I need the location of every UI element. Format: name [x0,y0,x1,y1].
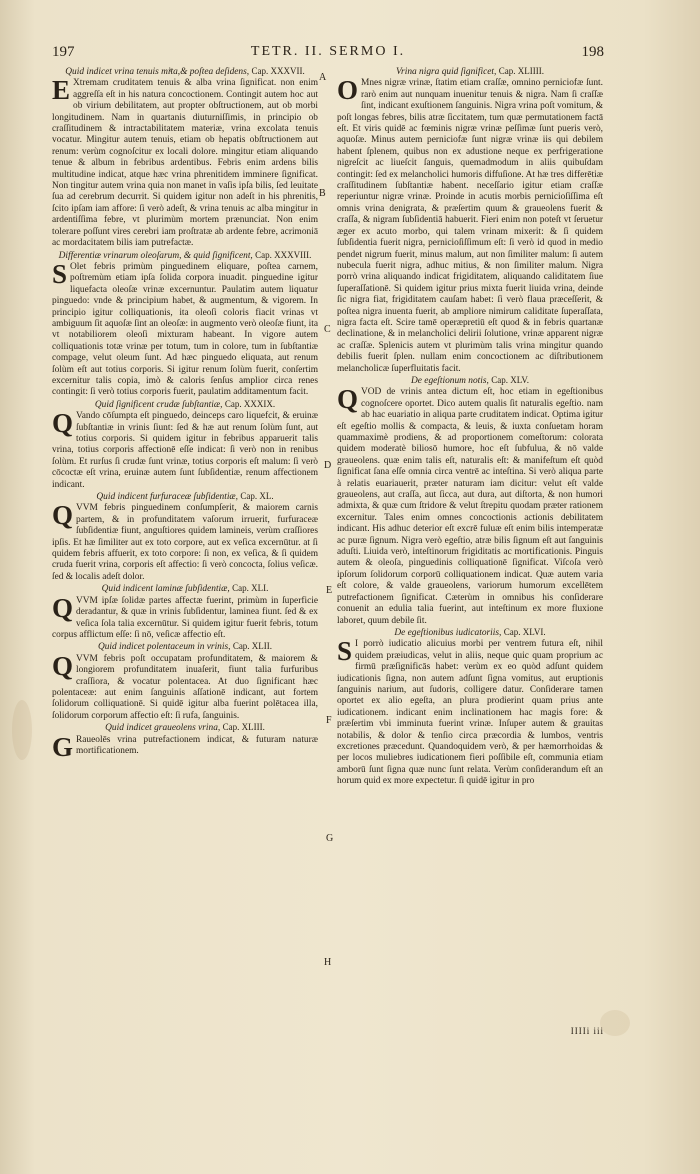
drop-cap: Q [52,592,74,623]
margin-letter: H [324,957,332,968]
page-number-right: 198 [581,44,604,60]
running-header [52,44,604,66]
section-title: Quid indicent laminæ ſubſidentiæ, [101,584,230,595]
section-title: Quid indicet polentaceum in vrinis, [97,642,231,653]
section-heading [337,627,603,639]
paragraph-text: VVM ipſæ ſolidæ partes affectæ fuerint, primùm in ſuperficie deradantur, & quæ in vrinis ſubſidentur, laminea fiunt. ſed & ex veſica ſola talia excernūtur. Si quidem igitur fuerit febris, totum corpus afflictum eſſe: ſi nō, veſicæ affectio eſt. [52,595,318,640]
paragraph [52,75,318,249]
paragraph [337,636,603,787]
paragraph-text: VVM febris pinguedinem conſumpſerit, & maiorem carnis partem, & in profunditatem vaſorum irruerit, furfuraceæ ſubſidentiæ fiunt, anguſtiores quidem lamineis, verùm craſſiores ipſis. Et hæ ſimiliter aut ex toto corpore, aut ex veſica excernūtur. at ſi quidem febris affuerit, ex toto corpore: ſi non, ex veſica, & ſi quidem cruda fuerit vrina, corporis eſt affectio: ſi verò concocta, ſolius veſicæ. ſed & localis adeſt dolor. [52,503,318,582]
paragraph [52,650,318,722]
drop-cap: O [337,75,359,106]
section-heading [52,250,318,262]
section-title: Quid indicet graueolens vrina, [105,723,221,734]
drop-cap: E [52,75,71,106]
paragraph [52,592,318,642]
section-heading [52,583,318,595]
margin-letter: A [319,72,327,83]
page-number-left: 197 [52,44,75,60]
paragraph-text: VVM febris poſt occupatam profunditatem, & maiorem & longiorem profunditatem inuaſerit, fiunt talia furfuribus craſſiora, & vocatur polentacea. At duo ſignificant hæc polentaceæ: aut enim ſanguinis aſſationē indicant, aut fortem ſolidorum colliquationē. Si quidē igitur alba fuerint polētacea illa, ſolidorum corporum affectio eſt: ſi rufa, ſanguinis. [52,653,318,721]
paragraph [52,500,318,583]
section-heading [52,641,318,653]
drop-cap: Q [337,384,359,415]
section-title: Quid indicent furfuraceæ ſubſidentiæ, [96,492,239,503]
signature-mark: IIIIi iii [570,1026,604,1036]
drop-cap: Q [52,500,74,531]
margin-letter: C [324,324,331,335]
paragraph [52,408,318,491]
paragraph [337,75,603,375]
margin-letter: B [319,188,326,199]
margin-letter: F [326,715,332,726]
section-title: De egeſtionibus iudicatoriis, [394,627,502,638]
paragraph [52,258,318,399]
drop-cap: G [52,731,74,762]
section-heading [337,66,603,78]
chapter-number: Cap. XXXVIII. [255,249,312,260]
right-column [337,66,603,788]
paragraph-text: I porrò iudicatio alicuius morbi per ventrem futura eſt, nihil quidem præiudicas, velut in aliis, neque quic quam proprium ac firmū præſignificās habet: verùm ex eo quòd adſunt quidem iudicationis ſigna, non autem adſunt ſigna vomitus, aut eruptionis ſanguinis narium, aut ſudoris, colligere datur. Conſiderare tamen oportet ex alio egeſta, an plura prodierint quam prius ante iudicationem. indicant enim inclinationem hac magis fore: & præſertim vbi imminuta fuerint vrinæ. Inſuper autem & grauitas notabilis, & dolor & tenſio circa præcordia & lumbos, ventris excretiones præcedunt. Quandoquidem verò, & per hæmorrhoidas & per locos muliebres iudicationem fieri poſſibile eſt, communia etiam amborū ſunt ſigna quæ nunc ſunt relata. Verùm conſiderandum eſt an horum quid ex more expectetur. ſi quidē igitur in pro [337,639,603,787]
chapter-number: Cap. XLII. [232,641,273,652]
chapter-number: Cap. XLVI. [503,626,546,637]
section-heading [52,722,318,734]
section-heading [337,375,603,387]
paragraph-text: Mnes nigræ vrinæ, ſtatim etiam craſſæ, omnino perniciofæ ſunt. rarò enim aut nunquam inuenitur tenuis & nigra. Nam ſi craſſæ ſint, indicant exuſtionem ſanguinis. Nigra vrina poſt vomitum, & poſt longas febres, bilis atræ ſiccitatem, tum quæ permutationem factā eſt. Et viris quidē ac fœminis nigræ vrinæ peſſimæ ſunt pueris verò, aquoſæ. Minus autem perniciofæ ſunt nigræ vrinæ iis qui debilem habent ſplenem, quibus non ex adustione neque ex perfrigeratione nigreſcit ac liueſcit ſanguis, quemadmodum in aliis quibuſdam contingit: ſed ex melancholici humoris diffuſione. At hæ tres differētiæ craſſitudinem ſubſtantiæ habent. neceſſario igitur etiam craſſæ reperiuntur nigræ vrinæ. Proinde in acutis morbis pernicioſiſſima eſt omnis vrina denigrata, & præſertim quum & graueolens fuerit & craſſa, & nigram ſubſidentiā habuerit. Fieri enim non poteſt vt ſeruetur æger ex acuto morbo, qui talem vrinam mixerit: & ſi quidem ſubſidentia fuerit nigra, pernicioſiſſimum eſt: ſi verò id quod in medio pendet nigrum fuerit, minus malum, aut non ſimiliter malum: ſi autem nubecula fuerit nigra, adhuc mitius, & non ſimiliter malum. Nigra porrò vrina aliquando indicat frigiditatem, aliquando caliditatem ſiue ſuperaſſationē. Si quidem igitur prius mixta fuerit liuida vrina, deinde ſic nigra fiat, frigiditatem cauſam habet: ſi verò flaua præceſſerit, & poſtea nigra inuenta fuerit, ab ampliore nimirum caliditate ſuperaſſata, nigra facta eſt. Scire tamē operæpretiū eſt quod & in febris quartanæ declinatione, & in melancholici delirii ſolutione, vrinæ apparent nigræ ac craſſæ. Splenicis autem vt plurimùm talis vrina mingitur quando debilis fuerit ſplen. nullam enim concoctionem ac diſtributionem melancholicæ ſuperfluitatis facit. [337,78,603,374]
paper-stain [12,700,32,760]
drop-cap: S [337,636,353,667]
section-heading [52,66,318,78]
chapter-number: Cap. XL. [240,491,274,502]
paragraph-text: Vando cōſumpta eſt pinguedo, deinceps caro liquefcit, & eruinæ ſubſtantiæ in vrinis ſiunt: ſed & hæ aut renum ſolùm ſunt, aut totius corporis. Si quidem igitur in febribus apparuerit talis vrina, totius corporis affectionē eſſe indicat: ſi verò non in renibus ſolùm. Et rurſus ſi crudæ ſunt vrinæ, totius corporis eſt malum: ſi verò cōcoctæ eſt vrina, eruinæ autem ſunt ſubſidentiæ, renum affectionem indicant. [52,411,318,490]
paragraph-text: Xtremam cruditatem tenuis & alba vrina ſignificat. non enim aggreſſa eſt in his natura concoctionem. Contingit autem hoc aut ob virium debilitatem, aut propter obſtructionem, aut ob morbi longitudinem. Nam in quartanis diuturniſſimis, in principio ob craſſitudinem & intractabilitatem materiæ, vrina excolata tenuis vocatur. Mingitur autem tenuis, etiam ob hepatis obſtructionem aut renum: verùm cognoſcitur ex locali dolore. mingitur etiam aliquando tenue & album in febribus ardentibus. Febris enim ardens bilis multitudine indicat, atque hæc vrina phrenitidem imminere ſignificat. Non tingitur autem vrina quia non manet in vaſis ipſa bilis, ſed leuitate ſua ad cerebrum decurrit. Si quidem igitur non adeſt in his phrenitis, ſcito ipſam iam affore: ſi verò adeſt, & vrina tenuis ac alba mingitur in ardentiſſima febre, vt plurimùm mortem prænunciat. Non enim tolerare poſſunt vires cerebri iam proſtratæ ab ardente febre, acrimoniā ac mordacitatem bilis iam putrefactæ. [52,78,318,249]
section-title: Quid ſignificent crudæ ſubſtantiæ, [94,399,223,410]
chapter-number: Cap. XLIII. [222,722,265,733]
paragraph-text: Olet febris primùm pinguedinem eliquare, poſtea carnem, poſtremùm etiam ipſa ſolida corpora inuadit. pinguedine igitur liquefacta oleoſæ vrinæ excernuntur. Paulatim autem liquatur pinguedo: vnde & principium habet, & augmentum, & vigorem. In principio igitur colliquationis, ita oleoſi coloris fiacit vrinas vt ambiguum ſit aquoſæ ſint an oleoſæ: in augmento verò oleoſæ fiunt, ita vt notabiliorem oleoſi mixturam habeant. In vigore autem colliquationis totæ vrinæ per totum, tum in colore, tum in ſubſtantiæ compage, velut oleum ſunt. Ad hæc pinguedo eliquata, aut renum ſolùm eſt aut totius corporis. Si igitur renum ſolùm fuerit, conſertim excernitur talis copia, imò & caloris ſenſus amplior circa renes contingit: ſi verò totius corporis fuerit, paulatim additamentum facit. [52,261,318,398]
margin-letter: E [326,585,333,596]
section-title: De egeſtionum notis, [411,375,489,386]
drop-cap: Q [52,408,74,439]
paragraph-text: VOD de vrinis antea dictum eſt, hoc etiam in egeſtionibus cognoſcere oportet. Dico autem qualis ſit naturalis egeſtio. nam ab hac euariatio in aliqua parte cruditatem indicat. Optima igitur eſt egeſtio mollis & compacta, & leuis, & iuxta conſuetam horam quammaximè prodiens, & ad proportionem comeſtorum: colorata quidem moderatè biliosō humore, hoc eſt ſubfulua, & nō valde graueolens. quæ enim talis eſt, naturalis eſt: & manifeſtum eſt quòd ſignificat ſana eſſe omnia circa ventrē ac inteſtina. Si verò aliqua parte à relatis euariauerit, præter naturam iam dicitur: velut eſt valde graueolens, aut craſſa, aut ſicca, aut dura, aut diſtorta, & non humori admixta, & quæ cum ſtridore & velut ſtrepitu quodam præter rationem excernitur. Tales enim omnes concoctionis actionis debilitatem indicant. His adhuc deterior eſt excrē fuluæ eſt enim bilis intemperatæ ac puræ ſignum. Nigra verò egeſtio, atræ bilis ſignum eſt aut ſanguinis aduſti. Liuida verò, inteſtinorum frigiditatis ac mortificationis. Pinguis autem & oleoſa, pinguedinis colliquationē ſignificat. Viſcoſa verò ipſorum ſolidorum corporū colliquationem indicat. Quæ autem varia eſt colore, & valde graueolens, variorum humorum excellētem putrefactionem ſignificat. Cæterùm in omnibus his conſiderare conuenit an edulia talia fuerint, aut inteſtinum ex more fluxione laboret, quum debile ſit. [337,387,603,626]
left-column [52,66,318,762]
chapter-number: Cap. XLI. [232,583,269,594]
margin-letter: G [326,833,334,844]
section-title: Quid indicet vrina tenuis miͣta,& poſtea deſidens, [65,67,250,77]
running-title: TETR. II. SERMO I. [250,44,406,59]
chapter-number: Cap. XXXVII. [251,66,305,76]
section-heading [52,399,318,411]
paper-stain [600,1010,630,1036]
paragraph [52,731,318,762]
drop-cap: S [52,258,68,289]
drop-cap: Q [52,650,74,681]
section-title: Differentiæ vrinarum oleoſarum, & quid ſignificent, [58,250,253,261]
paragraph [337,384,603,627]
chapter-number: Cap. XLV. [491,374,529,385]
section-heading [52,491,318,503]
paragraph-text: Raueolēs vrina putrefactionem indicat, & futuram naturæ mortificationem. [76,734,318,756]
chapter-number: Cap. XLIIII. [498,66,544,76]
chapter-number: Cap. XXXIX. [224,398,276,409]
margin-letter: D [324,460,332,471]
section-title: Vrina nigra quid ſignificet, [396,67,497,77]
